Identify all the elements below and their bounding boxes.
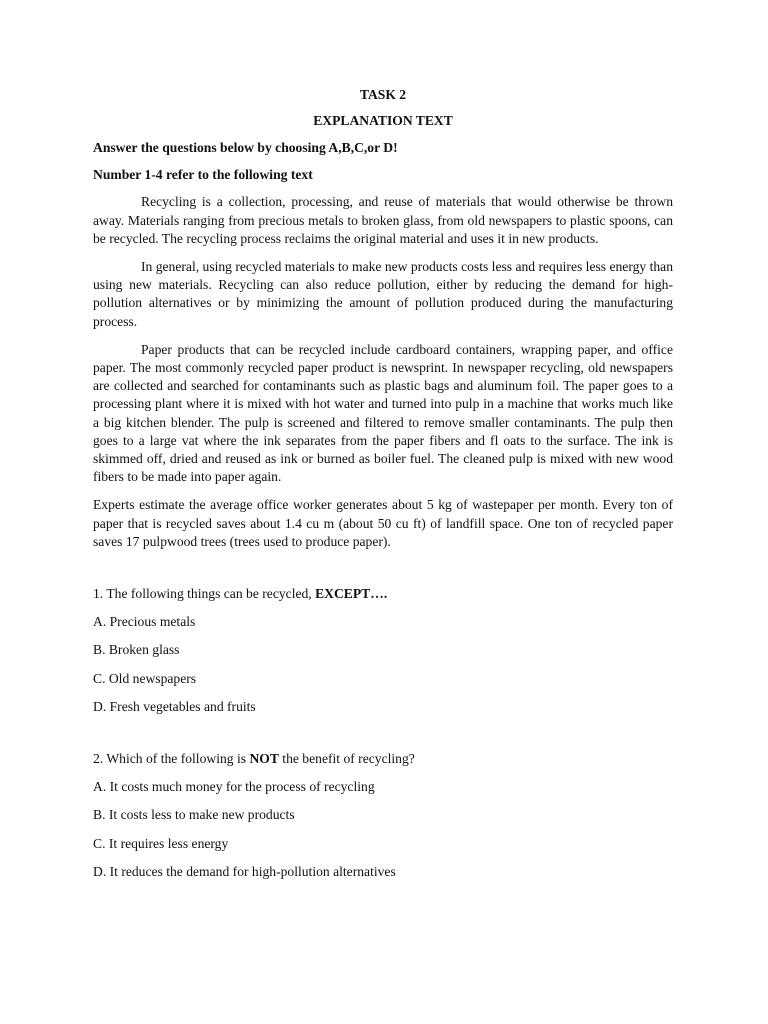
question-2-option-a: A. It costs much money for the process of recycling: [93, 779, 375, 795]
passage-paragraph-1: Recycling is a collection, processing, and reuse of materials that would otherwise be thrown away. Materials ranging from precious metals to broken glass, from old newspapers to plastic spoons, can be recycled. The recycling process reclaims the original material and uses it in new products.: [93, 194, 673, 246]
instruction-line: Answer the questions below by choosing A,B,C,or D!: [93, 140, 398, 155]
question-1-option-b: B. Broken glass: [93, 642, 180, 658]
passage-paragraph-4: Experts estimate the average office worker generates about 5 kg of wastepaper per month. Every ton of paper that is recycled saves about 1.4 cu m (about 50 cu ft) of landfill space. One ton of recycled paper saves 17 pulpwood trees (trees used to produce paper).: [93, 497, 673, 549]
question-2-stem: 2. Which of the following is: [93, 751, 250, 767]
question-1: [93, 585, 673, 603]
text-type-heading: EXPLANATION TEXT: [313, 113, 453, 128]
document-page: [93, 86, 673, 891]
reference-line: Number 1-4 refer to the following text: [93, 167, 313, 183]
question-1-emphasis: EXCEPT….: [315, 586, 388, 602]
question-1-option-d: D. Fresh vegetables and fruits: [93, 698, 256, 714]
question-1-option-a: A. Precious metals: [93, 614, 196, 630]
question-2: [93, 750, 673, 768]
question-2-option-c: C. It requires less energy: [93, 835, 229, 851]
question-1-option-c: C. Old newspapers: [93, 670, 197, 686]
question-2-emphasis: NOT: [249, 751, 279, 767]
question-2-option-d: D. It reduces the demand for high-pollution alternatives: [93, 863, 396, 879]
question-2-option-b: B. It costs less to make new products: [93, 807, 295, 823]
passage-paragraph-3: Paper products that can be recycled include cardboard containers, wrapping paper, and office paper. The most commonly recycled paper product is newsprint. In newspaper recycling, old newspapers are collected and searched for contaminants such as plastic bags and aluminum foil. The paper goes to a processing plant where it is mixed with hot water and turned into pulp in a machine that works much like a big kitchen blender. The pulp is screened and filtered to remove smaller contaminants. The pulp then goes to a large vat where the ink separates from the paper fibers and fl oats to the surface. The ink is skimmed off, dried and reused as ink or burned as boiler fuel. The cleaned pulp is mixed with new wood fibers to be made into paper again.: [93, 341, 673, 485]
question-2-stem-end: the benefit of recycling?: [278, 751, 415, 767]
question-1-stem: 1. The following things can be recycled,: [93, 586, 316, 602]
passage-paragraph-2: In general, using recycled materials to make new products costs less and requires less energy than using new materials. Recycling can also reduce pollution, either by reducing the demand for high-pollution alternatives or by minimizing the amount of pollution produced during the manufacturing process.: [93, 259, 674, 329]
task-heading: TASK 2: [359, 87, 407, 102]
